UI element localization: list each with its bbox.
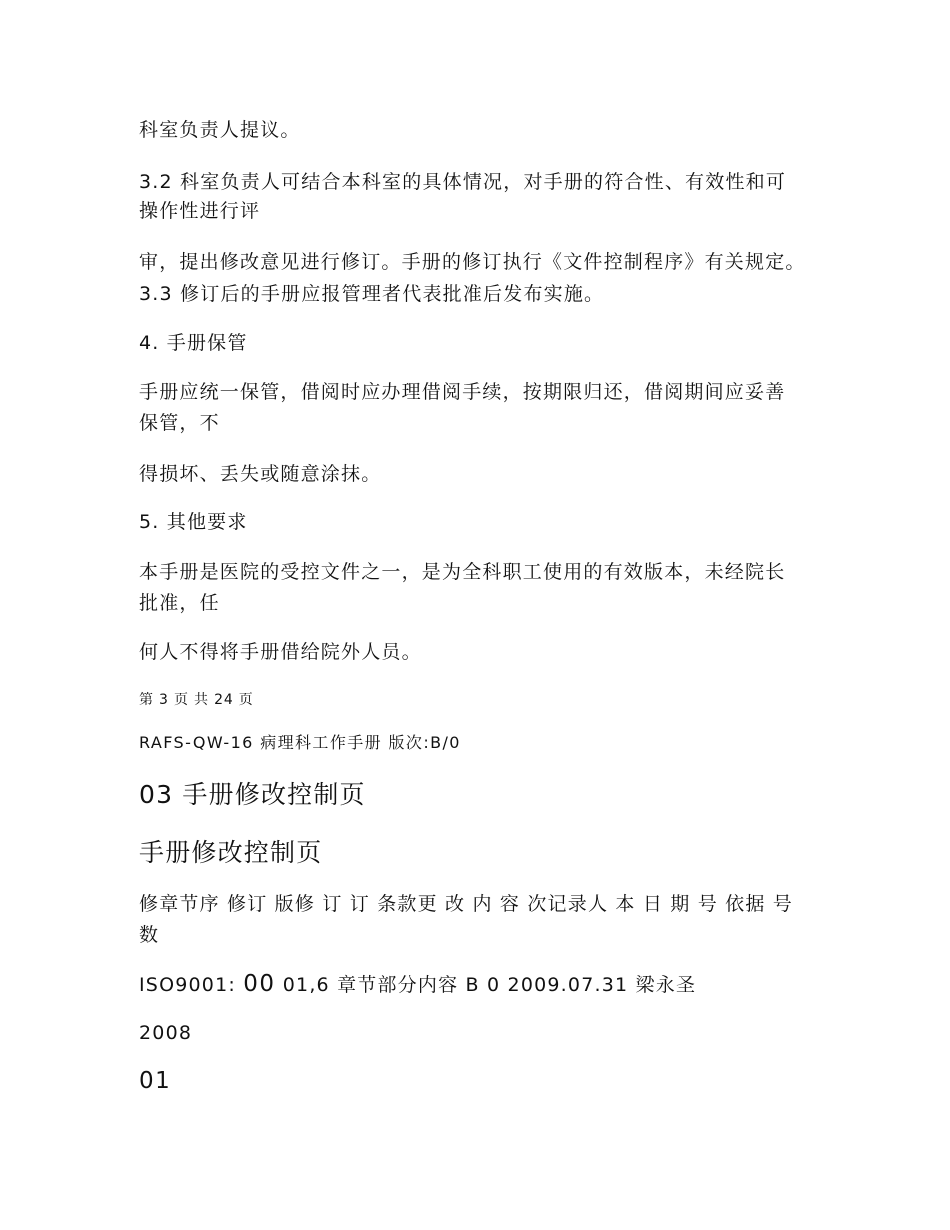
row-standard: ISO9001: (139, 974, 244, 996)
page-number: 第 3 页 共 24 页 (139, 692, 254, 708)
row-details: 01,6 章节部分内容 B 0 2009.07.31 梁永圣 (275, 974, 697, 996)
text-line: 手册应统一保管，借阅时应办理借阅手续，按期限归还，借阅期间应妥善 (139, 381, 786, 403)
section-heading: 4. 手册保管 (139, 332, 248, 354)
table-header: 修章节序 修订 版修 订 订 条款更 改 内 容 次记录人 本 日 期 号 依据 号 (139, 893, 793, 915)
table-row (139, 970, 696, 998)
text-line: 3.2 科室负责人可结合本科室的具体情况，对手册的符合性、有效性和可 (139, 171, 787, 193)
text-line: 何人不得将手册借给院外人员。 (139, 641, 422, 663)
text-line: 3.3 修订后的手册应报管理者代表批准后发布实施。 (139, 283, 605, 305)
text-line: 批准，任 (139, 592, 220, 614)
section-heading: 5. 其他要求 (139, 511, 248, 533)
text-line: 本手册是医院的受控文件之一，是为全科职工使用的有效版本，未经院长 (139, 561, 786, 583)
text-line: 操作性进行评 (139, 200, 261, 222)
document-header: RAFS-QW-16 病理科工作手册 版次:B/0 (139, 733, 461, 752)
text-line: 保管，不 (139, 412, 220, 434)
page-title: 手册修改控制页 (139, 838, 323, 867)
section-title: 03 手册修改控制页 (139, 780, 366, 809)
row-year: 2008 (139, 1022, 193, 1044)
row-last: 01 (139, 1068, 172, 1094)
text-line: 科室负责人提议。 (139, 119, 301, 141)
text-line: 得损坏、丢失或随意涂抹。 (139, 463, 382, 485)
text-line: 审，提出修改意见进行修订。手册的修订执行《文件控制程序》有关规定。 (139, 251, 806, 273)
table-header-continued: 数 (139, 924, 160, 946)
row-revision-number: 00 (243, 971, 276, 997)
